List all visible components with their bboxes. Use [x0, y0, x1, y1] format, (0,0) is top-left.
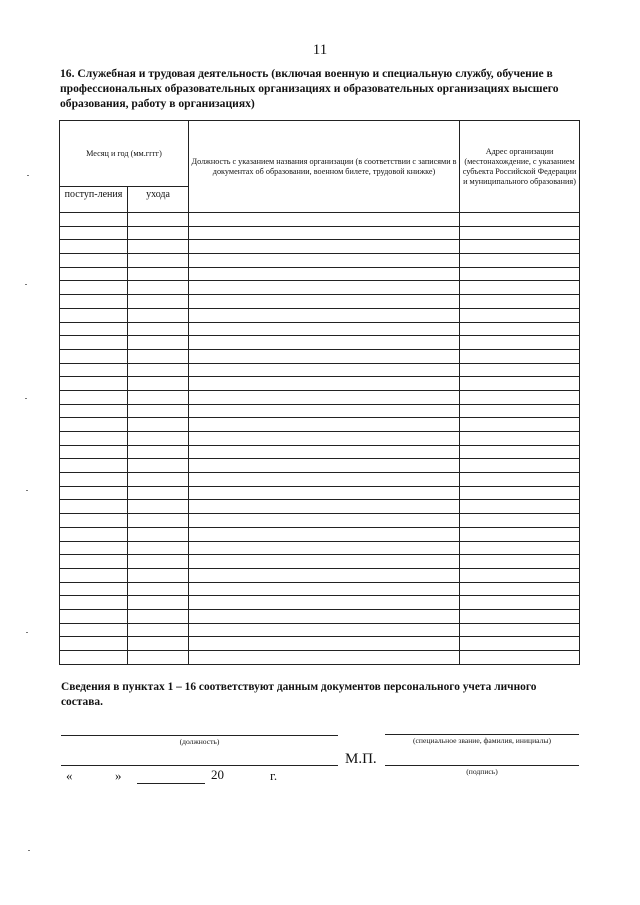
table-row [60, 473, 580, 487]
cell-end [128, 336, 189, 350]
stamp-label: М.П. [345, 751, 377, 767]
cell-address [460, 459, 580, 473]
cell-position [189, 596, 460, 610]
cell-address [460, 213, 580, 227]
table-row [60, 281, 580, 295]
table-row [60, 596, 580, 610]
records-note: Сведения в пунктах 1 – 16 соответствуют данным документов персонального учета личного состава. [61, 681, 537, 708]
cell-position [189, 349, 460, 363]
cell-address [460, 500, 580, 514]
cell-start [60, 418, 128, 432]
header-end: ухода [128, 187, 189, 213]
table-row [60, 336, 580, 350]
cell-start [60, 281, 128, 295]
cell-end [128, 281, 189, 295]
cell-position [189, 582, 460, 596]
cell-position [189, 240, 460, 254]
cell-address [460, 486, 580, 500]
section-title: 16. Служебная и трудовая деятельность (включая военную и специальную службу, обучение в профессиональных образовательных организациях и образовательных организациях высшего образования, работу в организациях) [60, 67, 559, 110]
cell-address [460, 637, 580, 651]
cell-start [60, 582, 128, 596]
table-row [60, 363, 580, 377]
cell-address [460, 308, 580, 322]
cell-start [60, 623, 128, 637]
cell-start [60, 322, 128, 336]
cell-address [460, 514, 580, 528]
cell-end [128, 651, 189, 665]
year-prefix: 20 [211, 767, 224, 782]
table-row [60, 527, 580, 541]
table-row [60, 445, 580, 459]
cell-end [128, 226, 189, 240]
cell-start [60, 500, 128, 514]
cell-position [189, 623, 460, 637]
cell-start [60, 226, 128, 240]
cell-position [189, 473, 460, 487]
cell-address [460, 555, 580, 569]
table-row [60, 514, 580, 528]
cell-address [460, 527, 580, 541]
cell-end [128, 240, 189, 254]
cell-address [460, 254, 580, 268]
table-row [60, 432, 580, 446]
table-row [60, 568, 580, 582]
cell-address [460, 568, 580, 582]
name-line [385, 734, 579, 735]
cell-end [128, 363, 189, 377]
cell-address [460, 609, 580, 623]
cell-end [128, 568, 189, 582]
cell-position [189, 500, 460, 514]
cell-start [60, 295, 128, 309]
cell-address [460, 582, 580, 596]
cell-end [128, 582, 189, 596]
cell-end [128, 541, 189, 555]
cell-start [60, 459, 128, 473]
cell-end [128, 500, 189, 514]
cell-position [189, 213, 460, 227]
cell-start [60, 404, 128, 418]
cell-address [460, 432, 580, 446]
cell-end [128, 473, 189, 487]
header-address: Адрес организации (местонахождение, с указанием субъекта Российской Федерации и муниципального образования) [460, 121, 580, 213]
cell-start [60, 555, 128, 569]
cell-start [60, 254, 128, 268]
cell-start [60, 637, 128, 651]
cell-address [460, 267, 580, 281]
cell-start [60, 336, 128, 350]
position-caption: (должность) [179, 737, 220, 746]
cell-position [189, 308, 460, 322]
cell-address [460, 363, 580, 377]
cell-address [460, 377, 580, 391]
table-row [60, 308, 580, 322]
scan-speck [28, 850, 30, 851]
table-row [60, 541, 580, 555]
cell-end [128, 254, 189, 268]
cell-end [128, 377, 189, 391]
table-row [60, 459, 580, 473]
cell-position [189, 555, 460, 569]
cell-end [128, 322, 189, 336]
table-row [60, 295, 580, 309]
table-row [60, 582, 580, 596]
cell-start [60, 349, 128, 363]
cell-end [128, 418, 189, 432]
cell-position [189, 254, 460, 268]
cell-end [128, 213, 189, 227]
cell-end [128, 637, 189, 651]
position-line-2 [61, 765, 338, 766]
position-line [61, 735, 338, 736]
cell-start [60, 527, 128, 541]
cell-position [189, 377, 460, 391]
cell-position [189, 404, 460, 418]
cell-position [189, 486, 460, 500]
name-caption: (специальное звание, фамилия, инициалы) [412, 736, 551, 745]
cell-end [128, 432, 189, 446]
table-row [60, 500, 580, 514]
table-body [60, 213, 580, 665]
cell-start [60, 651, 128, 665]
employment-table [59, 120, 580, 665]
cell-position [189, 281, 460, 295]
cell-address [460, 596, 580, 610]
cell-end [128, 623, 189, 637]
cell-end [128, 295, 189, 309]
cell-position [189, 637, 460, 651]
cell-address [460, 390, 580, 404]
cell-end [128, 514, 189, 528]
cell-address [460, 418, 580, 432]
table-row [60, 240, 580, 254]
cell-position [189, 651, 460, 665]
date-open-quote: « [66, 768, 73, 783]
cell-end [128, 527, 189, 541]
cell-end [128, 390, 189, 404]
scan-speck [27, 175, 29, 176]
signature-caption: (подпись) [466, 767, 498, 776]
cell-position [189, 336, 460, 350]
table-row [60, 254, 580, 268]
cell-position [189, 295, 460, 309]
signature-line [385, 765, 579, 766]
header-position: Должность с указанием названия организации (в соответствии с записями в документах об образовании, военном билете, трудовой книжке) [189, 121, 460, 213]
cell-address [460, 651, 580, 665]
cell-position [189, 432, 460, 446]
cell-end [128, 596, 189, 610]
table-row [60, 623, 580, 637]
table-row [60, 637, 580, 651]
cell-end [128, 349, 189, 363]
table-row [60, 555, 580, 569]
scan-speck [25, 284, 27, 285]
cell-address [460, 623, 580, 637]
cell-start [60, 486, 128, 500]
cell-end [128, 555, 189, 569]
cell-address [460, 226, 580, 240]
cell-start [60, 541, 128, 555]
header-start: поступ-ления [60, 187, 128, 213]
scan-speck [26, 490, 28, 491]
cell-position [189, 459, 460, 473]
cell-position [189, 445, 460, 459]
table-row [60, 418, 580, 432]
cell-end [128, 459, 189, 473]
cell-address [460, 336, 580, 350]
cell-address [460, 349, 580, 363]
cell-start [60, 473, 128, 487]
cell-address [460, 473, 580, 487]
page-number: 11 [312, 42, 328, 58]
table-row [60, 390, 580, 404]
cell-address [460, 295, 580, 309]
cell-end [128, 267, 189, 281]
table-row [60, 349, 580, 363]
scan-speck [26, 632, 28, 633]
cell-position [189, 390, 460, 404]
cell-address [460, 322, 580, 336]
table-row [60, 651, 580, 665]
cell-address [460, 281, 580, 295]
cell-address [460, 240, 580, 254]
table-row [60, 609, 580, 623]
table-row [60, 226, 580, 240]
cell-start [60, 377, 128, 391]
cell-start [60, 267, 128, 281]
cell-start [60, 240, 128, 254]
cell-position [189, 568, 460, 582]
cell-end [128, 308, 189, 322]
cell-start [60, 390, 128, 404]
cell-position [189, 226, 460, 240]
cell-end [128, 486, 189, 500]
cell-position [189, 541, 460, 555]
table-row [60, 213, 580, 227]
year-suffix: г. [270, 768, 278, 783]
cell-position [189, 322, 460, 336]
cell-position [189, 363, 460, 377]
cell-start [60, 609, 128, 623]
table-row [60, 322, 580, 336]
cell-start [60, 308, 128, 322]
table-row [60, 377, 580, 391]
cell-start [60, 596, 128, 610]
cell-start [60, 514, 128, 528]
cell-start [60, 445, 128, 459]
cell-address [460, 541, 580, 555]
cell-position [189, 418, 460, 432]
cell-position [189, 514, 460, 528]
cell-position [189, 527, 460, 541]
table-row [60, 486, 580, 500]
cell-position [189, 267, 460, 281]
date-close-quote: » [115, 768, 122, 783]
cell-end [128, 609, 189, 623]
cell-start [60, 363, 128, 377]
table-row [60, 404, 580, 418]
cell-start [60, 432, 128, 446]
header-month-year: Месяц и год (мм.гггг) [60, 121, 189, 187]
cell-position [189, 609, 460, 623]
scan-speck [25, 398, 27, 399]
cell-address [460, 404, 580, 418]
cell-start [60, 213, 128, 227]
date-month-line [137, 783, 205, 784]
cell-end [128, 445, 189, 459]
table-row [60, 267, 580, 281]
cell-address [460, 445, 580, 459]
cell-start [60, 568, 128, 582]
cell-end [128, 404, 189, 418]
